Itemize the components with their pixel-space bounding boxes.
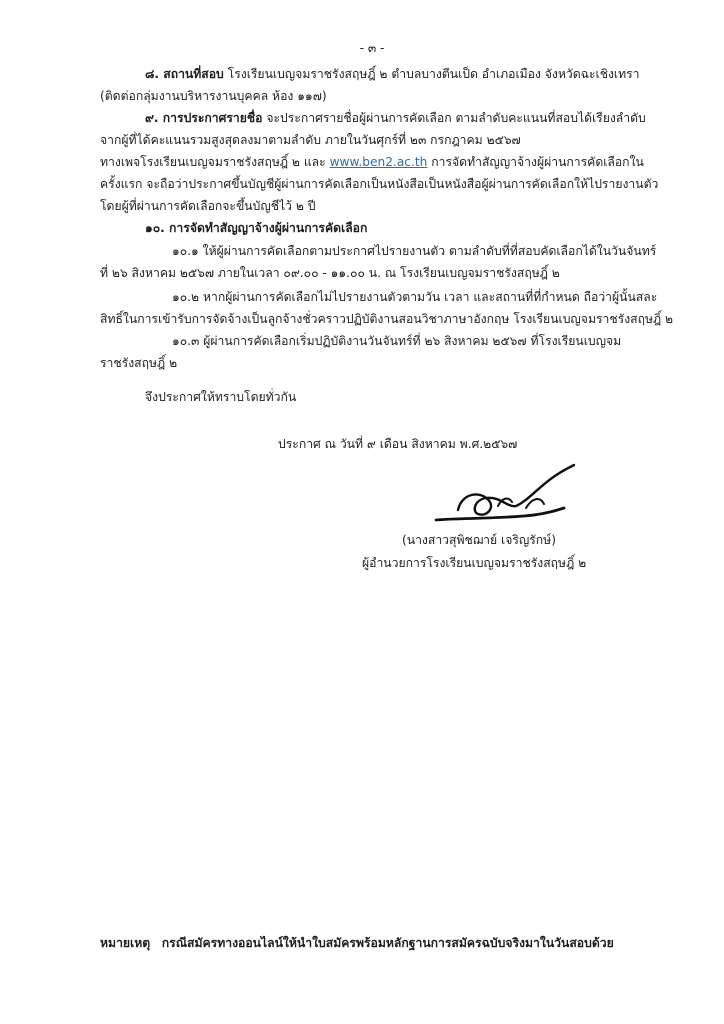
section-10-heading: ๑๐. การจัดทำสัญญาจ้างผู้ผ่านการคัดเลือก — [145, 221, 368, 235]
section-10-1-line-1: ๑๐.๑ ให้ผู้ผ่านการคัดเลือกตามประกาศไปรายงานตัว ตามลำดับที่ที่สอบคัดเลือกได้ในวันจันทร์ — [172, 244, 657, 258]
page-number: - ๓ - — [359, 41, 385, 55]
section-9-line-1 — [145, 110, 646, 126]
section-9-text: จะประกาศรายชื่อผู้ผ่านการคัดเลือก ตามลำดับคะแนนที่สอบได้เรียงลำดับ — [266, 111, 646, 125]
announce-line: จึงประกาศให้ทราบโดยทั่วกัน — [145, 390, 297, 404]
website-link[interactable]: www.ben2.ac.th — [329, 155, 428, 169]
signer-name: (นางสาวสุพิชฌาย์ เจริญรักษ์) — [402, 533, 556, 547]
note-text: กรณีสมัครทางออนไลน์ให้นำใบสมัครพร้อมหลักฐานการสมัครฉบับจริงมาในวันสอบด้วย — [161, 936, 614, 950]
section-8-line-2: (ติดต่อกลุ่มงานบริหารงานบุคคล ห้อง ๑๑๗) — [100, 89, 327, 103]
signer-position: ผู้อำนวยการโรงเรียนเบญจมราชรังสฤษฎิ์ ๒ — [362, 556, 587, 570]
section-9-text-3a: ทางเพจโรงเรียนเบญจมราชรังสฤษฎิ์ ๒ และ — [100, 155, 326, 169]
note-label: หมายเหตุ — [100, 936, 151, 950]
section-8-line-1 — [145, 66, 640, 82]
section-9-heading: ๙. การประกาศรายชื่อ — [145, 111, 263, 125]
section-8-heading: ๘. สถานที่สอบ — [145, 67, 224, 81]
section-10-3-line-2: ราชรังสฤษฎิ์ ๒ — [100, 356, 178, 370]
date-line: ประกาศ ณ วันที่ ๙ เดือน สิงหาคม พ.ศ.๒๕๖๗ — [278, 437, 518, 451]
section-8-text: โรงเรียนเบญจมราชรังสฤษฎิ์ ๒ ตำบลบางตีนเป็ด อำเภอเมือง จังหวัดฉะเชิงเทรา — [227, 67, 640, 81]
section-10-2-line-2: สิทธิ์ในการเข้ารับการจัดจ้างเป็นลูกจ้างชั่วคราวปฏิบัติงานสอนวิชาภาษาอังกฤษ โรงเรียนเบญจมราชรังสฤษฎิ์ ๒ — [100, 312, 674, 326]
section-9-line-4: ครั้งแรก จะถือว่าประกาศขึ้นบัญชีผู้ผ่านการคัดเลือกเป็นหนังสือเป็นหนังสือผู้ผ่านการคัดเลือกให้ไปรายงานตัว — [100, 177, 659, 191]
signature-image — [428, 462, 578, 528]
section-10-1-line-2: ที่ ๒๖ สิงหาคม ๒๕๖๗ ภายในเวลา ๐๙.๐๐ - ๑๑.๐๐ น. ณ โรงเรียนเบญจมราชรังสฤษฎิ์ ๒ — [100, 266, 560, 280]
section-9-line-2: จากผู้ที่ได้คะแนนรวมสูงสุดลงมาตามลำดับ ภายในวันศุกร์ที่ ๒๓ กรกฎาคม ๒๕๖๗ — [100, 133, 521, 147]
section-10-3-line-1: ๑๐.๓ ผู้ผ่านการคัดเลือกเริ่มปฏิบัติงานวันจันทร์ที่ ๒๖ สิงหาคม ๒๕๖๗ ที่โรงเรียนเบญจม — [172, 334, 622, 348]
section-9-line-3 — [100, 154, 644, 170]
section-10-2-line-1: ๑๐.๒ หากผู้ผ่านการคัดเลือกไม่ไปรายงานตัวตามวัน เวลา และสถานที่ที่กำหนด ถือว่าผู้นั้นสละ — [172, 290, 658, 304]
section-9-line-5: โดยผู้ที่ผ่านการคัดเลือกจะขึ้นบัญชีไว้ ๒ ปี — [100, 199, 316, 213]
note-line — [100, 935, 614, 951]
section-9-text-3b: การจัดทำสัญญาจ้างผู้ผ่านการคัดเลือกใน — [431, 155, 644, 169]
